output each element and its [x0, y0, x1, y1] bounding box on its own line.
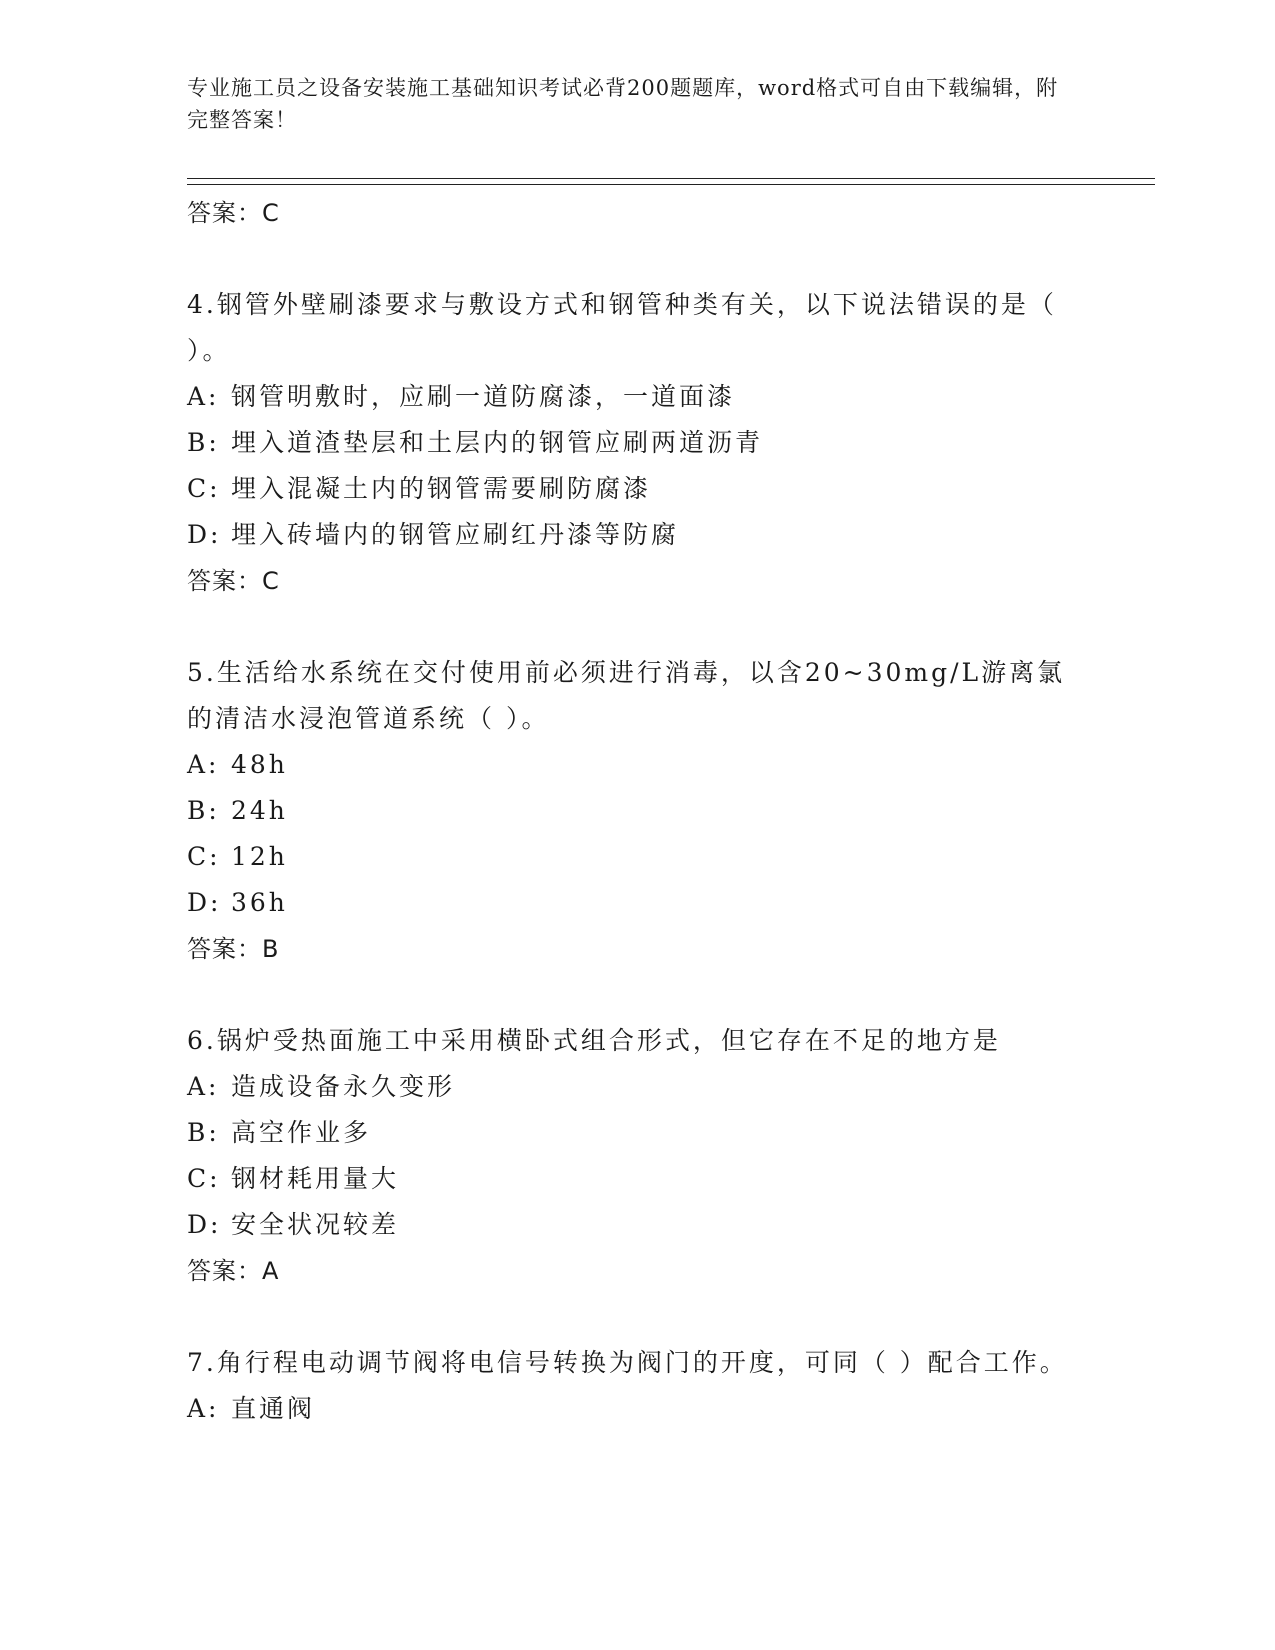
- question-5-option-a: [187, 742, 1087, 788]
- option-text: 12h: [231, 842, 288, 871]
- question-5-option-c: [187, 834, 1087, 880]
- question-5-option-b: [187, 788, 1087, 834]
- question-list: [187, 190, 1087, 1432]
- question-4-option-d: [187, 512, 1087, 558]
- option-letter: B:: [187, 428, 220, 457]
- option-letter: C:: [187, 842, 221, 871]
- question-5-option-d: [187, 880, 1087, 926]
- option-text: 钢材耗用量大: [231, 1164, 400, 1193]
- question-4-option-c: [187, 466, 1087, 512]
- option-text: 48h: [231, 750, 288, 779]
- question-6-option-c: [187, 1156, 1087, 1202]
- question-6-text: 6.锅炉受热面施工中采用横卧式组合形式，但它存在不足的地方是: [187, 1026, 1001, 1055]
- question-7-option-a: [187, 1386, 1087, 1432]
- question-4-option-b: [187, 420, 1087, 466]
- option-letter: B:: [187, 1118, 220, 1147]
- option-text: 钢管明敷时，应刷一道防腐漆，一道面漆: [231, 382, 736, 411]
- question-6-option-d: [187, 1202, 1087, 1248]
- option-text: 埋入砖墙内的钢管应刷红丹漆等防腐: [231, 520, 680, 549]
- option-letter: C:: [187, 474, 221, 503]
- question-4-text: 4.钢管外壁刷漆要求与敷设方式和钢管种类有关，以下说法错误的是（ ）。: [187, 290, 1057, 365]
- question-4-option-a: [187, 374, 1087, 420]
- header-divider: [187, 178, 1155, 185]
- answer-q5: 答案：B: [187, 935, 280, 963]
- question-6-option-a: [187, 1064, 1087, 1110]
- option-text: 安全状况较差: [231, 1210, 400, 1239]
- option-text: 埋入混凝土内的钢管需要刷防腐漆: [231, 474, 652, 503]
- option-letter: A:: [187, 382, 220, 411]
- question-6-option-b: [187, 1110, 1087, 1156]
- option-letter: C:: [187, 1164, 221, 1193]
- option-letter: A:: [187, 1394, 220, 1423]
- option-text: 造成设备永久变形: [231, 1072, 456, 1101]
- option-letter: B:: [187, 796, 220, 825]
- option-letter: D:: [187, 520, 222, 549]
- option-letter: D:: [187, 888, 222, 917]
- option-letter: A:: [187, 750, 220, 779]
- answer-q4: 答案：C: [187, 567, 280, 595]
- option-text: 24h: [231, 796, 288, 825]
- option-letter: A:: [187, 1072, 220, 1101]
- spacer: [187, 1294, 1087, 1340]
- question-7-text: 7.角行程电动调节阀将电信号转换为阀门的开度，可同（ ）配合工作。: [187, 1348, 1068, 1377]
- option-text: 埋入道渣垫层和土层内的钢管应刷两道沥青: [231, 428, 764, 457]
- spacer: [187, 972, 1087, 1018]
- answer-q3: 答案：C: [187, 199, 280, 227]
- spacer: [187, 604, 1087, 650]
- document-header-title: 专业施工员之设备安装施工基础知识考试必背200题题库，word格式可自由下载编辑，附完整答案！: [187, 76, 1059, 132]
- spacer: [187, 236, 1087, 282]
- answer-q6: 答案：A: [187, 1257, 280, 1285]
- option-text: 直通阀: [231, 1394, 316, 1423]
- option-text: 高空作业多: [231, 1118, 372, 1147]
- question-5-text: 5.生活给水系统在交付使用前必须进行消毒，以含20~30mg/L游离氯的清洁水浸泡管道系统（ ）。: [187, 658, 1066, 733]
- option-text: 36h: [231, 888, 288, 917]
- option-letter: D:: [187, 1210, 222, 1239]
